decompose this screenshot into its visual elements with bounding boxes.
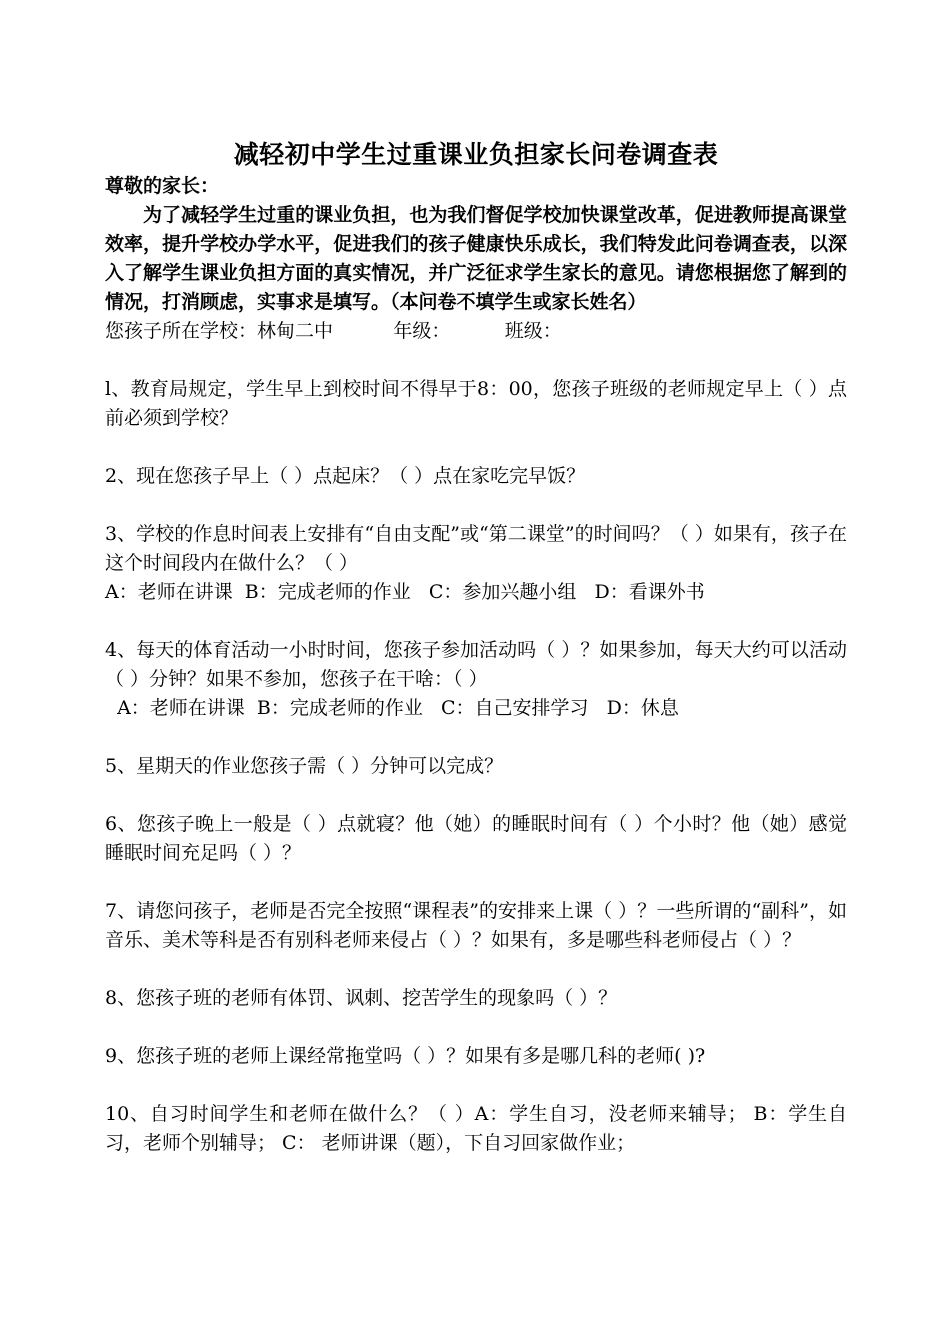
greeting: 尊敬的家长：: [105, 175, 220, 197]
question-text: l、教育局规定，学生早上到校时间不得早于8：00，您孩子班级的老师规定早上（ ）点前必须到学校？: [105, 378, 847, 429]
question-options: A：老师在讲课 B：完成老师的作业 C：参加兴趣小组 D：看课外书: [105, 581, 705, 603]
question-text: 7、请您问孩子，老师是否完全按照“课程表”的安排来上课（ ）？一些所谓的“副科”，如音乐、美术等科是否有别科老师来侵占（ ）？如果有，多是哪些科老师侵占（ ）？: [105, 900, 847, 951]
question-text: 6、您孩子晚上一般是（ ）点就寝？他（她）的睡眠时间有（ ）个小时？他（她）感觉睡眠时间充足吗（ ）？: [105, 813, 847, 864]
question-text: 4、每天的体育活动一小时时间，您孩子参加活动吗（ ）？如果参加，每天大约可以活动（ ）分钟？如果不参加，您孩子在干啥：（ ）: [105, 639, 847, 690]
question-4: [105, 636, 847, 723]
school-grade-class-line: 您孩子所在学校：林甸二中 年级： 班级：: [105, 320, 562, 342]
intro-paragraph: 为了减轻学生过重的课业负担，也为我们督促学校加快课堂改革，促进教师提高课堂效率，提升学校办学水平，促进我们的孩子健康快乐成长，我们特发此问卷调查表，以深入了解学生课业负担方面的真实情况，并广泛征求学生家长的意见。请您根据您了解到的情况，打消顾虑，实事求是填写。（本问卷不填学生或家长姓名）: [105, 204, 847, 313]
question-text: 2、现在您孩子早上（ ）点起床？（ ）点在家吃完早饭？: [105, 465, 586, 487]
question-10: [105, 1100, 847, 1158]
question-text: 9、您孩子班的老师上课经常拖堂吗（ ）？如果有多是哪几科的老师( )?: [105, 1045, 706, 1067]
question-text: 3、学校的作息时间表上安排有“自由支配”或“第二课堂”的时间吗？（ ）如果有，孩子在这个时间段内在做什么？（ ）: [105, 523, 847, 574]
question-text: 8、您孩子班的老师有体罚、讽刺、挖苦学生的现象吗（ ）？: [105, 987, 618, 1009]
question-text: 5、星期天的作业您孩子需（ ）分钟可以完成？: [105, 755, 504, 777]
question-8: [105, 984, 847, 1013]
question-7: [105, 897, 847, 955]
question-9: [105, 1042, 847, 1071]
question-2: [105, 462, 847, 491]
question-text: 10、自习时间学生和老师在做什么？（ ）A：学生自习，没老师来辅导； B：学生自习，老师个别辅导； C： 老师讲课（题），下自习回家做作业；: [105, 1103, 847, 1154]
question-6: [105, 810, 847, 868]
document-title: 减轻初中学生过重课业负担家长问卷调查表: [233, 140, 719, 169]
question-5: [105, 752, 847, 781]
question-3: [105, 520, 847, 607]
question-options: A：老师在讲课 B：完成老师的作业 C：自己安排学习 D：休息: [105, 697, 679, 719]
questionnaire-page: [105, 138, 847, 1187]
question-1: [105, 375, 847, 433]
